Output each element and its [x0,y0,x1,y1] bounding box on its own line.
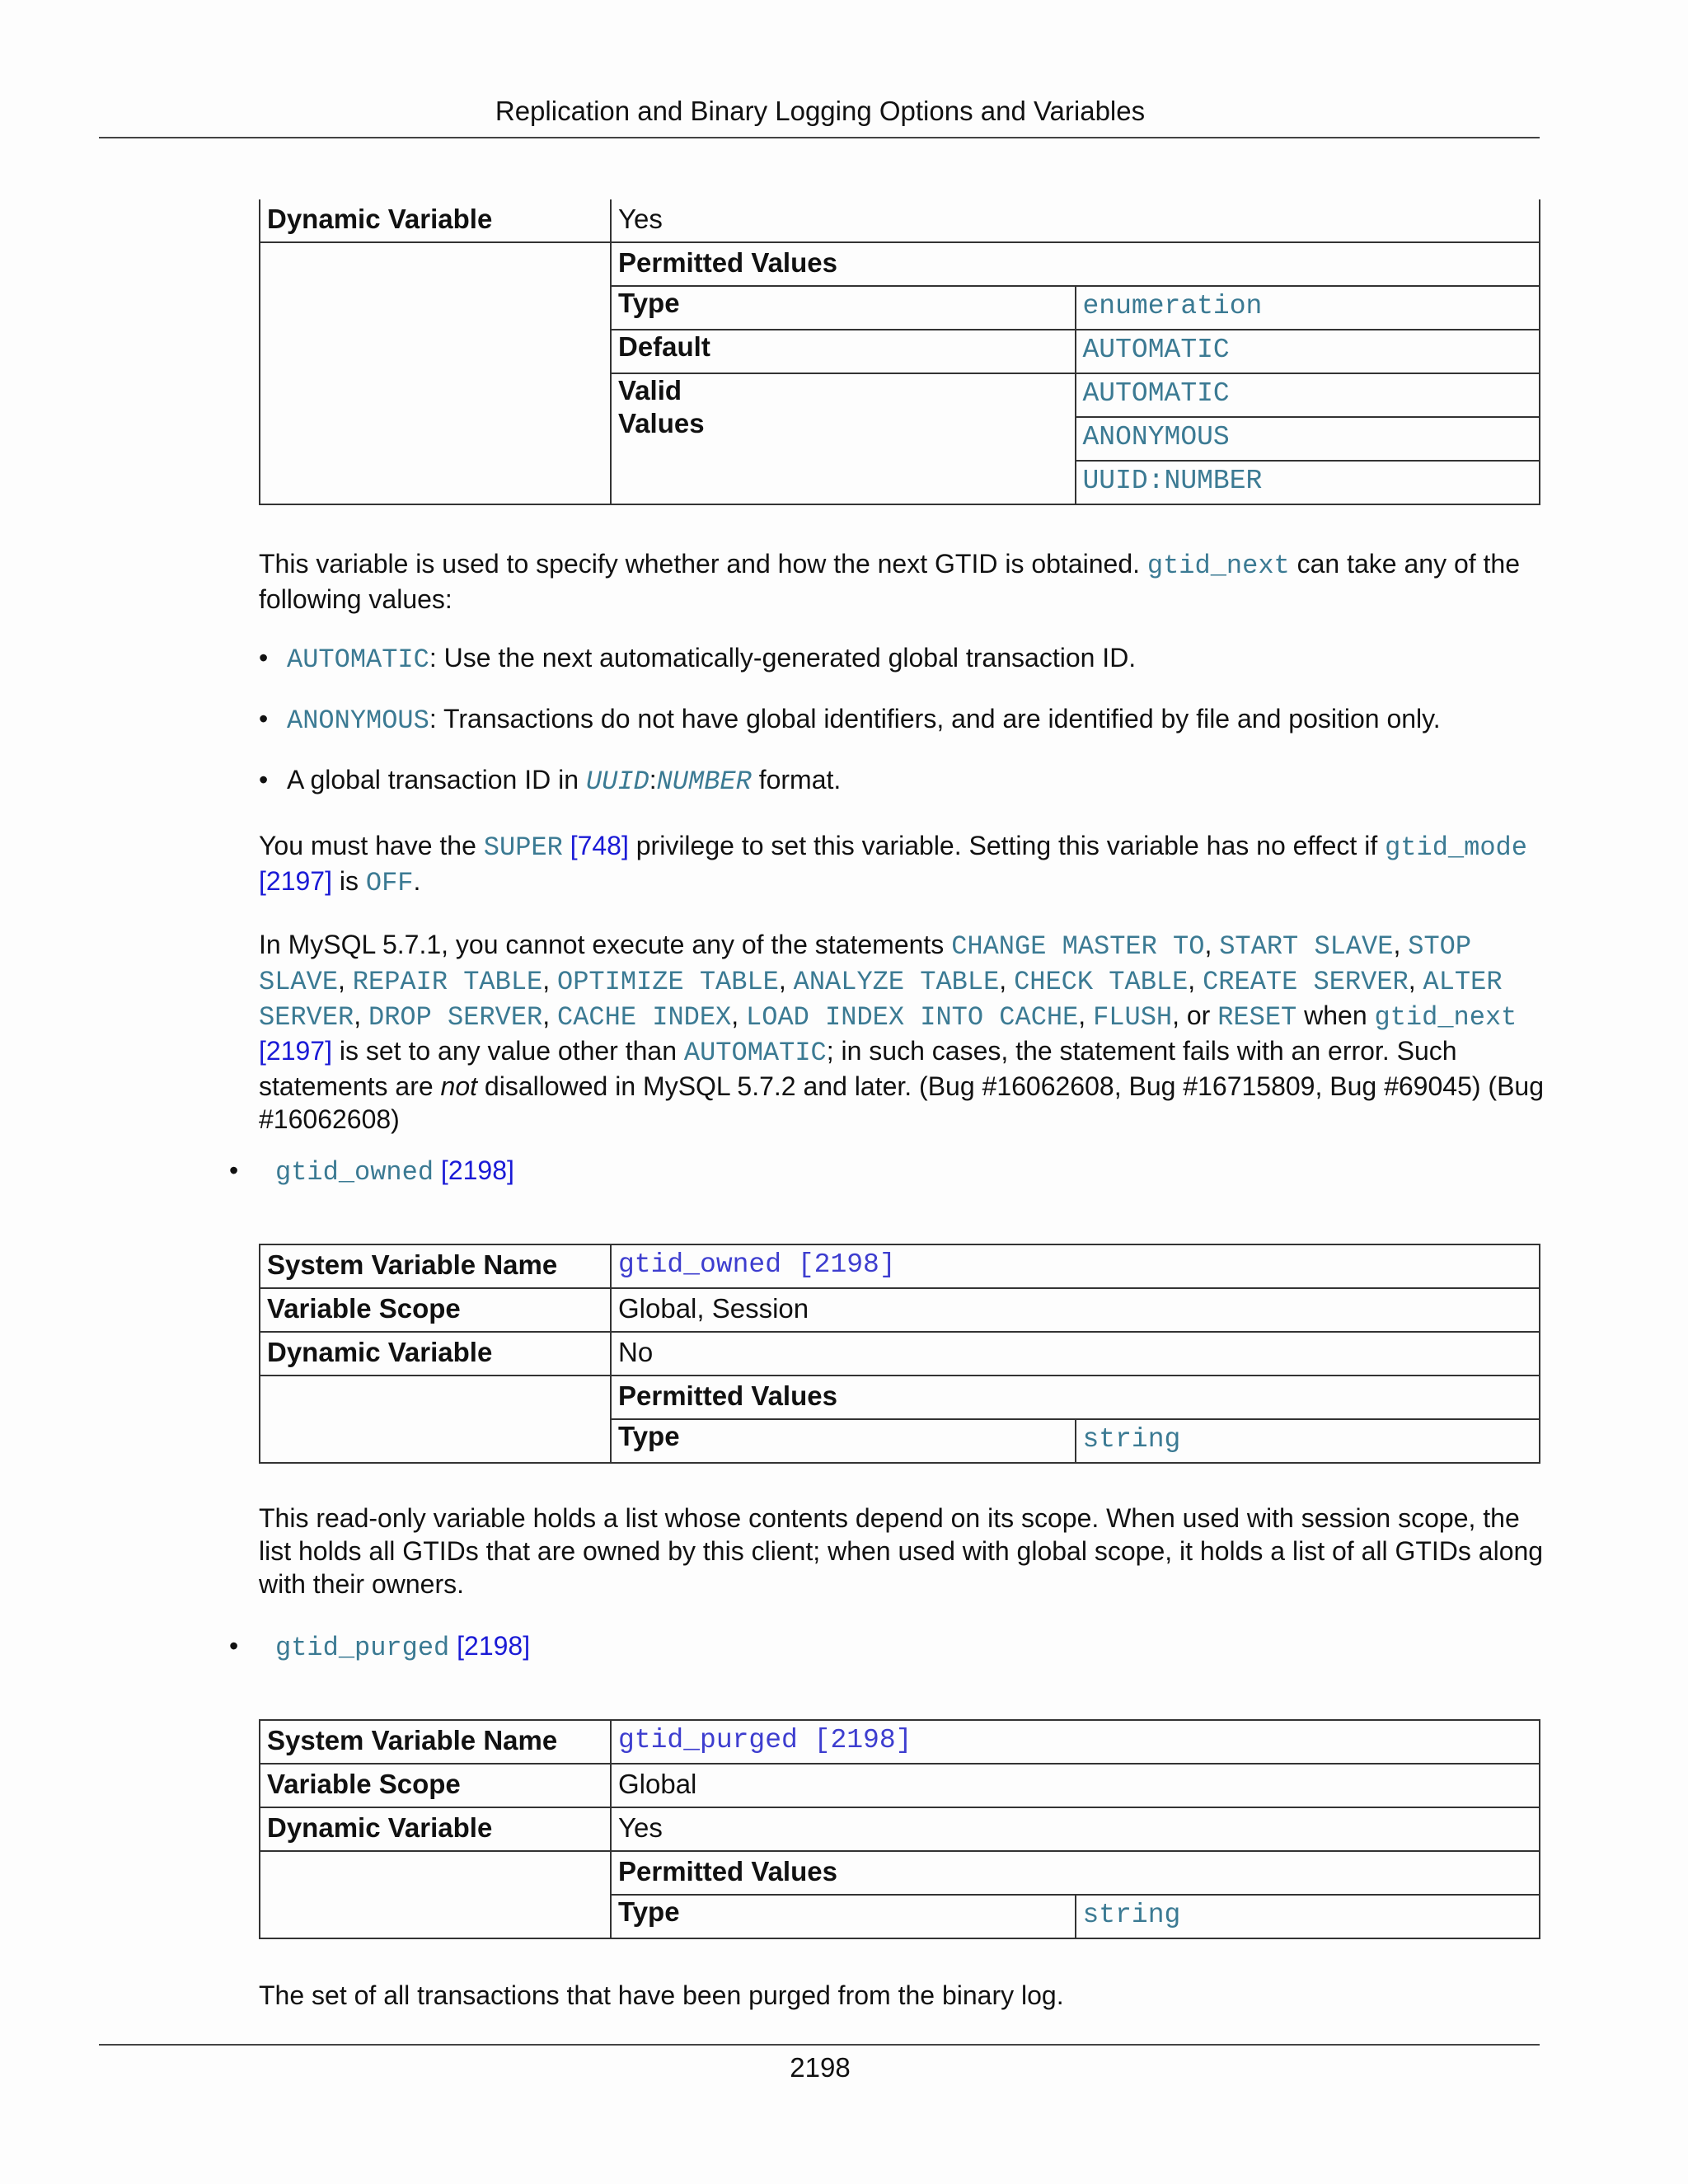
valid-values-label [611,373,1076,504]
type-value: string [1076,1419,1540,1463]
code-uuid: UUID [585,766,649,797]
type-label: Type [611,286,1076,330]
dynamic-variable-label: Dynamic Variable [260,1332,611,1376]
text: This variable is used to specify whether and how the next GTID is obtained. [259,549,1147,579]
permitted-values-header: Permitted Values [611,1851,1540,1895]
text: ; in such cases, the statement fails with an error. Such statements are [259,1036,1457,1101]
text: privilege to set this variable. Setting this variable has no effect if [628,831,1386,860]
dynamic-variable-label: Dynamic Variable [260,1807,611,1851]
system-variable-name-value[interactable]: gtid_owned [2198] [611,1244,1540,1288]
code-statement[interactable]: STOP SLAVE [259,931,1472,997]
text: when [1296,1001,1375,1030]
code-gtid-next[interactable]: gtid_next [1146,551,1290,581]
text: format. [751,765,842,794]
running-header: Replication and Binary Logging Options and Variables [495,96,1146,126]
text: : [649,765,657,794]
code-statement[interactable]: REPAIR TABLE [352,967,543,997]
value-bullet-anonymous [259,702,1545,738]
text: disallowed in MySQL 5.7.2 and later. (Bug #16062608, Bug #16715809, Bug #69045) (Bug #16062608) [259,1071,1544,1134]
system-variable-name-value[interactable]: gtid_purged [2198] [611,1720,1540,1764]
code-statement[interactable]: ANALYZE TABLE [793,967,1000,997]
dynamic-variable-label: Dynamic Variable [260,199,611,242]
code-number: NUMBER [656,766,752,797]
ref-link[interactable]: [2197] [259,866,332,896]
value-bullet-automatic [259,641,1545,677]
text: is [331,866,366,896]
bullet-icon: • [259,643,269,673]
ref-link[interactable]: [2197] [259,1036,332,1066]
code-statement[interactable]: OPTIMIZE TABLE [557,967,779,997]
code-statement[interactable]: START SLAVE [1219,931,1394,962]
code-automatic: AUTOMATIC [287,644,429,675]
code-statement[interactable]: LOAD INDEX INTO CACHE [746,1002,1079,1033]
variable-scope-label: Variable Scope [260,1764,611,1807]
code-statement[interactable]: CACHE INDEX [557,1002,732,1033]
text: . [413,866,421,896]
text: : Use the next automatically-generated global transaction ID. [429,643,1137,673]
valid-value: UUID:NUMBER [1076,461,1540,504]
code-gtid-next[interactable]: gtid_next [1374,1002,1517,1033]
type-label: Type [611,1895,1076,1938]
permitted-values-header: Permitted Values [611,1376,1540,1419]
default-value: AUTOMATIC [1076,330,1540,373]
bullet-icon: • [229,1631,239,1661]
code-statement[interactable]: CHECK TABLE [1014,967,1189,997]
footer-rule [99,2044,1540,2046]
bullet-icon: • [259,765,269,794]
gtid-next-table [259,199,1540,505]
dynamic-variable-value: Yes [611,1807,1540,1851]
code-off: OFF [365,868,414,898]
dynamic-variable-value: No [611,1332,1540,1376]
system-variable-name-label: System Variable Name [260,1720,611,1764]
value-bullet-uuid [259,763,1545,799]
text: is set to any value other than [331,1036,684,1066]
type-label: Type [611,1419,1076,1463]
valid-value: AUTOMATIC [1076,373,1540,417]
code-anonymous: ANONYMOUS [287,705,429,736]
variable-scope-value: Global [611,1764,1540,1807]
code-gtid-mode[interactable]: gtid_mode [1385,832,1527,863]
valid-label-line1: Valid [618,375,682,405]
bullet-icon: • [259,704,269,733]
code-statement[interactable]: ALTER SERVER [259,967,1503,1033]
valid-label-line2: Values [618,408,705,438]
valid-value: ANONYMOUS [1076,417,1540,461]
super-privilege-paragraph [259,829,1545,900]
gtid-next-intro [259,547,1545,616]
text: : Transactions do not have global identifiers, and are identified by file and position only. [429,704,1441,733]
code-super[interactable]: SUPER [483,832,563,863]
var-name-gtid-owned[interactable]: gtid_owned [275,1157,434,1188]
code-statement[interactable]: RESET [1217,1002,1297,1033]
header-rule [99,137,1540,138]
dynamic-variable-value: Yes [611,199,1540,242]
type-value: enumeration [1076,286,1540,330]
text: A global transaction ID in [287,765,586,794]
type-value: string [1076,1895,1540,1938]
default-label: Default [611,330,1076,373]
mysql-571-paragraph: In MySQL 5.7.1, you cannot execute any of the statements CHANGE MASTER TO, START SLAVE, STOP SLAVE, REPAIR TABLE, OPTIMIZE TABLE, ANALYZE TABLE, CHECK TABLE, CREATE SERVER, ALTER SERVER, DROP SERVER, CACHE INDEX, LOAD INDEX INTO CACHE, FLUSH, or RESET when gtid_next [2197] is set to any value other than AUTOMATIC; in such cases, the statement fails with an error. Such statements are not disallowed in MySQL 5.7.2 and later. (Bug #16062608, Bug #16715809, Bug #69045) (Bug #16062608) [259,930,1544,1134]
gtid-purged-description: The set of all transactions that have been purged from the binary log. [259,1980,1064,2010]
text: In MySQL 5.7.1, you cannot execute any of the statements [259,930,952,959]
ref-link[interactable]: [2198] [457,1631,531,1661]
variable-scope-value: Global, Session [611,1288,1540,1332]
empty-cell [260,242,611,504]
section-bullet-gtid-purged [229,1629,530,1665]
text: can take any of the following values: [259,549,1521,614]
var-name-gtid-purged[interactable]: gtid_purged [275,1633,450,1663]
code-statement[interactable]: CREATE SERVER [1203,967,1409,997]
code-statement[interactable]: CHANGE MASTER TO [951,931,1205,962]
code-statement[interactable]: FLUSH [1093,1002,1173,1033]
system-variable-name-label: System Variable Name [260,1244,611,1288]
variable-scope-label: Variable Scope [260,1288,611,1332]
gtid-purged-table [259,1719,1540,1939]
permitted-values-header: Permitted Values [611,242,1540,286]
section-bullet-gtid-owned [229,1154,514,1189]
emphasis-not: not [440,1071,478,1101]
ref-link[interactable]: [2198] [440,1155,514,1185]
bullet-icon: • [229,1155,239,1185]
gtid-owned-table [259,1244,1540,1464]
gtid-owned-description: This read-only variable holds a list whose contents depend on its scope. When used with session scope, the list holds all GTIDs that are owned by this client; when used with global scope, it holds a list of all GTIDs along with their owners. [259,1503,1544,1599]
ref-link[interactable]: [748] [570,831,629,860]
empty-cell [260,1851,611,1938]
page-number: 2198 [790,2052,851,2083]
empty-cell [260,1376,611,1463]
code-automatic: AUTOMATIC [683,1038,827,1068]
text: , or [1172,1001,1218,1030]
code-statement[interactable]: DROP SERVER [368,1002,543,1033]
text: You must have the [259,831,484,860]
